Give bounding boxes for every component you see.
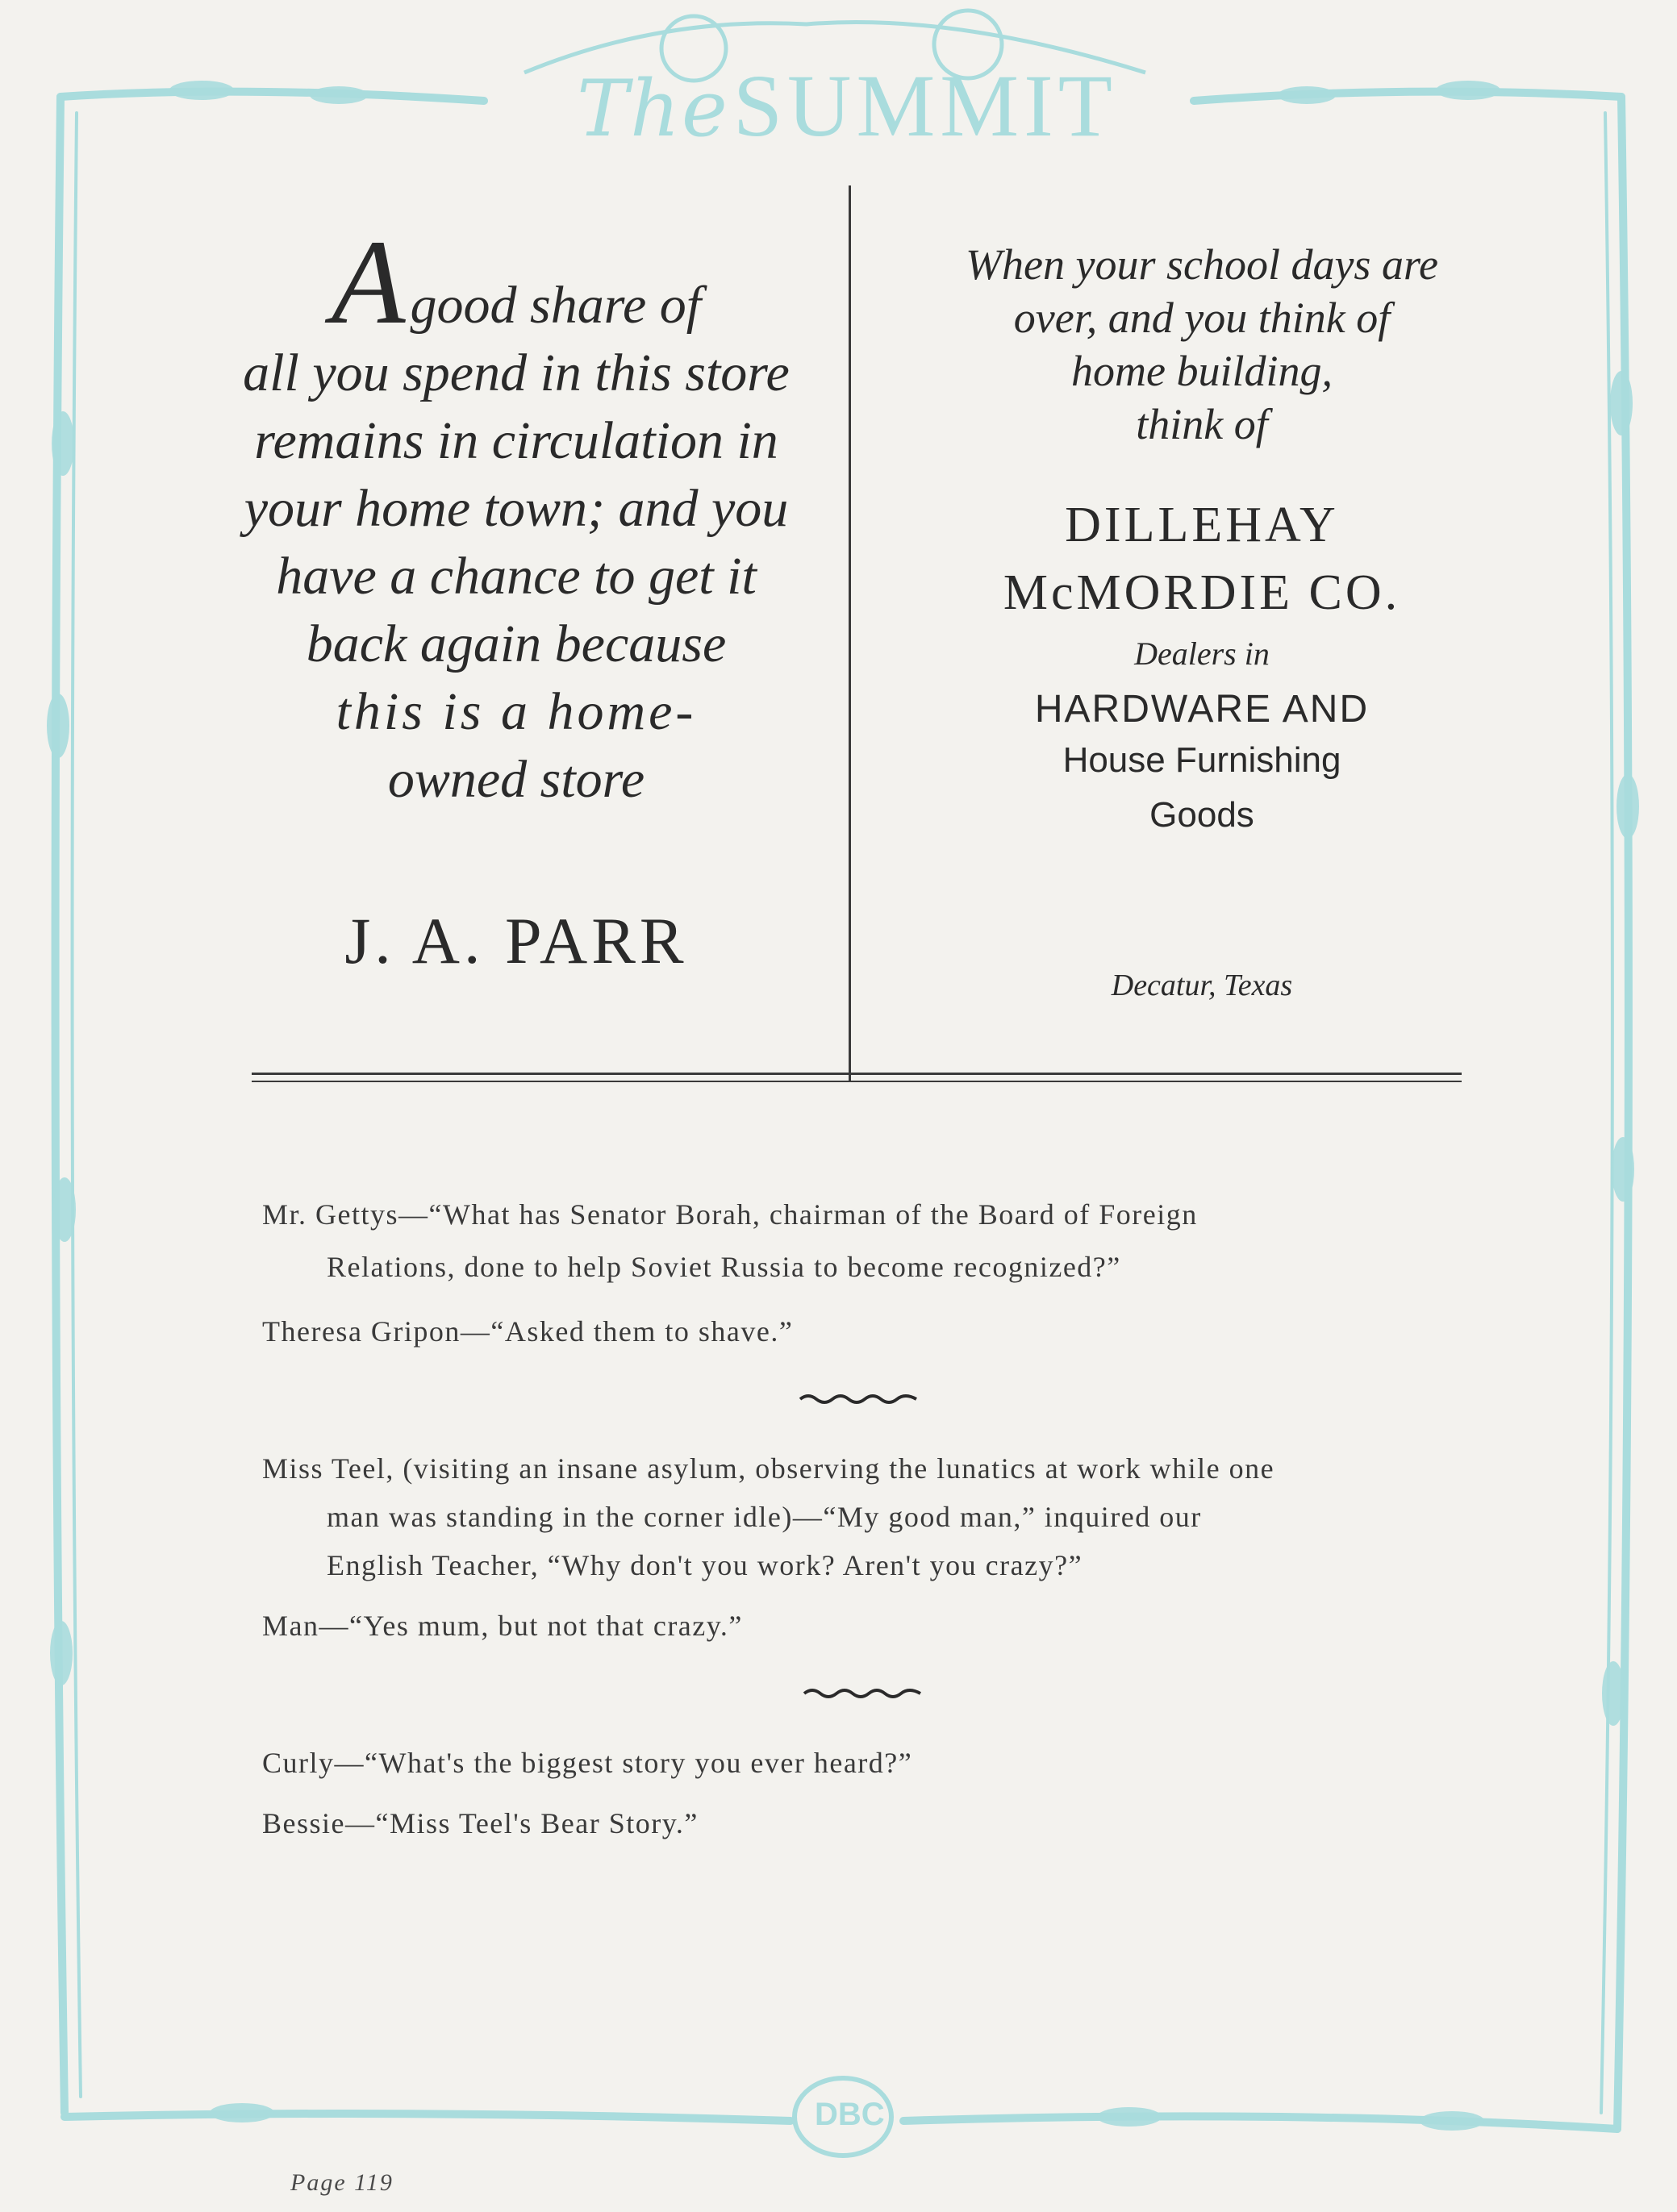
joke-line: Miss Teel, (visiting an insane asylum, observing the lunatics at work while one: [262, 1452, 1275, 1485]
joke-line: Man—“Yes mum, but not that crazy.”: [262, 1610, 743, 1642]
joke-line: Theresa Gripon—“Asked them to shave.”: [262, 1315, 794, 1348]
joke-line: Curly—“What's the biggest story you ever heard?”: [262, 1747, 913, 1779]
ad-line: your home town; and you: [244, 479, 789, 538]
goods-line: House Furnishing: [1062, 740, 1341, 780]
title-main: SUMMIT: [732, 56, 1117, 155]
hardware-line: HARDWARE AND: [1034, 688, 1370, 731]
joke-line: Bessie—“Miss Teel's Bear Story.”: [262, 1807, 699, 1839]
city-line: Decatur, Texas: [1111, 969, 1293, 1002]
section-rule: [252, 1073, 1462, 1075]
joke-line: Mr. Gettys—“What has Senator Borah, chairman of the Board of Foreign: [262, 1198, 1198, 1231]
intro-line: home building,: [1071, 347, 1333, 395]
drop-cap: A: [331, 215, 406, 349]
joke-line: Relations, done to help Soviet Russia to become recognized?”: [327, 1251, 1121, 1283]
dealers-in: Dealers in: [1134, 635, 1270, 672]
parr-name: J. A. PARR: [344, 904, 688, 977]
dbc-monogram: DBC: [815, 2097, 885, 2132]
company-line: DILLEHAY: [1065, 498, 1339, 552]
section-rule: [252, 1081, 1462, 1082]
page-number: Page 119: [290, 2169, 394, 2196]
intro-line: When your school days are: [966, 240, 1438, 289]
joke-line: man was standing in the corner idle)—“My good man,” inquired our: [327, 1501, 1202, 1533]
ad-line: this is a home-: [336, 682, 697, 741]
column-divider: [849, 185, 851, 1081]
ad-line: remains in circulation in: [254, 411, 778, 470]
parr-advertisement: [206, 215, 827, 814]
ad-line: have a chance to get it: [276, 547, 757, 606]
company-line: McMORDIE CO.: [1003, 565, 1401, 620]
squiggle-divider: [799, 1391, 920, 1407]
ad-line: back again because: [306, 614, 727, 673]
intro-line: think of: [1136, 400, 1268, 448]
ad-line: all you spend in this store: [243, 344, 790, 402]
yearbook-title: [484, 55, 1210, 160]
squiggle-divider: [803, 1685, 924, 1702]
title-script: The: [577, 64, 729, 154]
joke-line: English Teacher, “Why don't you work? Aren't you crazy?”: [327, 1549, 1083, 1581]
ad-line-text: good share of: [410, 276, 702, 335]
company-name: [863, 491, 1541, 627]
goods-line: Goods: [1149, 795, 1254, 835]
ad-line: [206, 215, 827, 349]
dillehay-advertisement: [863, 238, 1541, 1002]
intro-line: over, and you think of: [1013, 294, 1391, 342]
ad-line: owned store: [387, 750, 645, 809]
